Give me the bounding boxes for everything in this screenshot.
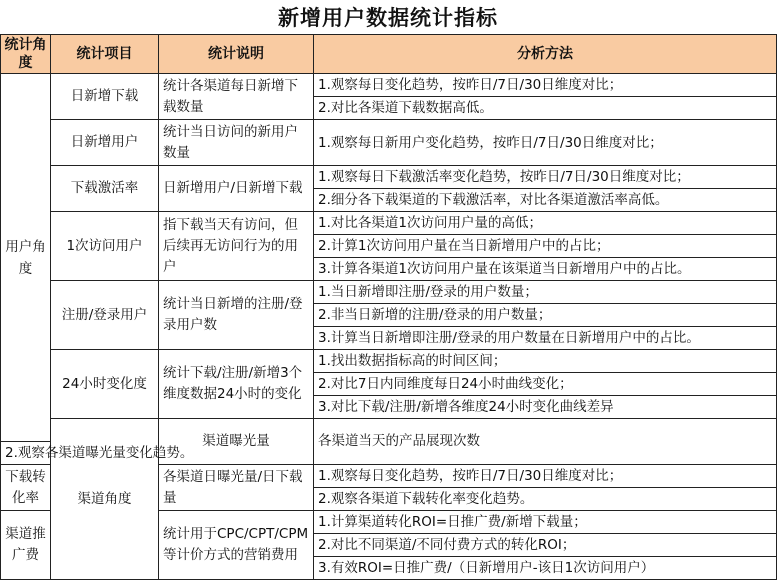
item-cell: 1次访问用户	[51, 212, 159, 281]
desc-cell: 各渠道日曝光量/日下载量	[159, 465, 314, 511]
desc-cell: 统计用于CPC/CPT/CPM等计价方式的营销费用	[159, 511, 314, 580]
header-desc: 统计说明	[159, 35, 314, 74]
item-cell: 渠道曝光量	[159, 419, 314, 465]
analysis-cell: 1.观察每日变化趋势，按昨日/7日/30日维度对比；	[314, 465, 777, 488]
analysis-cell: 2.计算1次访问用户量在当日新增用户中的占比；	[314, 235, 777, 258]
analysis-cell: 1.观察每日下载激活率变化趋势，按昨日/7日/30日维度对比；	[314, 166, 777, 189]
item-cell: 下载转化率	[1, 465, 51, 511]
analysis-cell: 3.对比下载/注册/新增各维度24小时变化曲线差异	[314, 396, 777, 419]
analysis-cell: 2.观察各渠道曝光量变化趋势。	[1, 442, 51, 465]
desc-cell: 日新增用户/日新增下载	[159, 166, 314, 212]
metrics-table	[0, 34, 777, 580]
page-title: 新增用户数据统计指标	[278, 6, 498, 30]
header-perspective: 统计角度	[1, 35, 51, 74]
perspective-channel: 渠道角度	[51, 419, 159, 580]
desc-cell: 指下载当天有访问，但后续再无访问行为的用户	[159, 212, 314, 281]
desc-cell: 各渠道当天的产品展现次数	[314, 419, 777, 465]
item-cell: 下载激活率	[51, 166, 159, 212]
item-cell: 注册/登录用户	[51, 281, 159, 350]
analysis-cell: 3.计算各渠道1次访问用户量在该渠道当日新增用户中的占比。	[314, 258, 777, 281]
analysis-cell: 3.计算当日新增即注册/登录的用户数量在日新增用户中的占比。	[314, 327, 777, 350]
analysis-cell: 1.找出数据指标高的时间区间；	[314, 350, 777, 373]
header-item: 统计项目	[51, 35, 159, 74]
analysis-cell: 1.观察每日变化趋势，按昨日/7日/30日维度对比；	[314, 74, 777, 97]
desc-cell: 统计当日新增的注册/登录用户数	[159, 281, 314, 350]
analysis-cell: 2.观察各渠道下载转化率变化趋势。	[314, 488, 777, 511]
item-cell: 渠道推广费	[1, 511, 51, 580]
analysis-cell: 1.当日新增即注册/登录的用户数量；	[314, 281, 777, 304]
desc-cell: 统计下载/注册/新增3个维度数据24小时的变化	[159, 350, 314, 419]
analysis-cell: 1.计算渠道转化ROI=日推广费/新增下载量；	[314, 511, 777, 534]
desc-cell: 统计当日访问的新用户数量	[159, 120, 314, 166]
analysis-cell: 2.对比不同渠道/不同付费方式的转化ROI；	[314, 534, 777, 557]
item-cell: 日新增用户	[51, 120, 159, 166]
analysis-cell: 2.非当日新增的注册/登录的用户数量；	[314, 304, 777, 327]
desc-cell: 统计各渠道每日新增下载数量	[159, 74, 314, 120]
analysis-cell: 1.观察每日新用户变化趋势，按昨日/7日/30日维度对比；	[314, 120, 777, 166]
analysis-cell: 2.对比7日内同维度每日24小时曲线变化；	[314, 373, 777, 396]
analysis-cell: 2.细分各下载渠道的下载激活率，对比各渠道激活率高低。	[314, 189, 777, 212]
header-analysis: 分析方法	[314, 35, 777, 74]
analysis-cell: 3.有效ROI=日推广费/（日新增用户-该日1次访问用户）	[314, 557, 777, 580]
item-cell: 24小时变化度	[51, 350, 159, 419]
perspective-user: 用户角度	[1, 74, 51, 442]
analysis-cell: 2.对比各渠道下载数据高低。	[314, 97, 777, 120]
analysis-cell: 1.对比各渠道1次访问用户量的高低；	[314, 212, 777, 235]
item-cell: 日新增下载	[51, 74, 159, 120]
header-row	[1, 35, 777, 74]
